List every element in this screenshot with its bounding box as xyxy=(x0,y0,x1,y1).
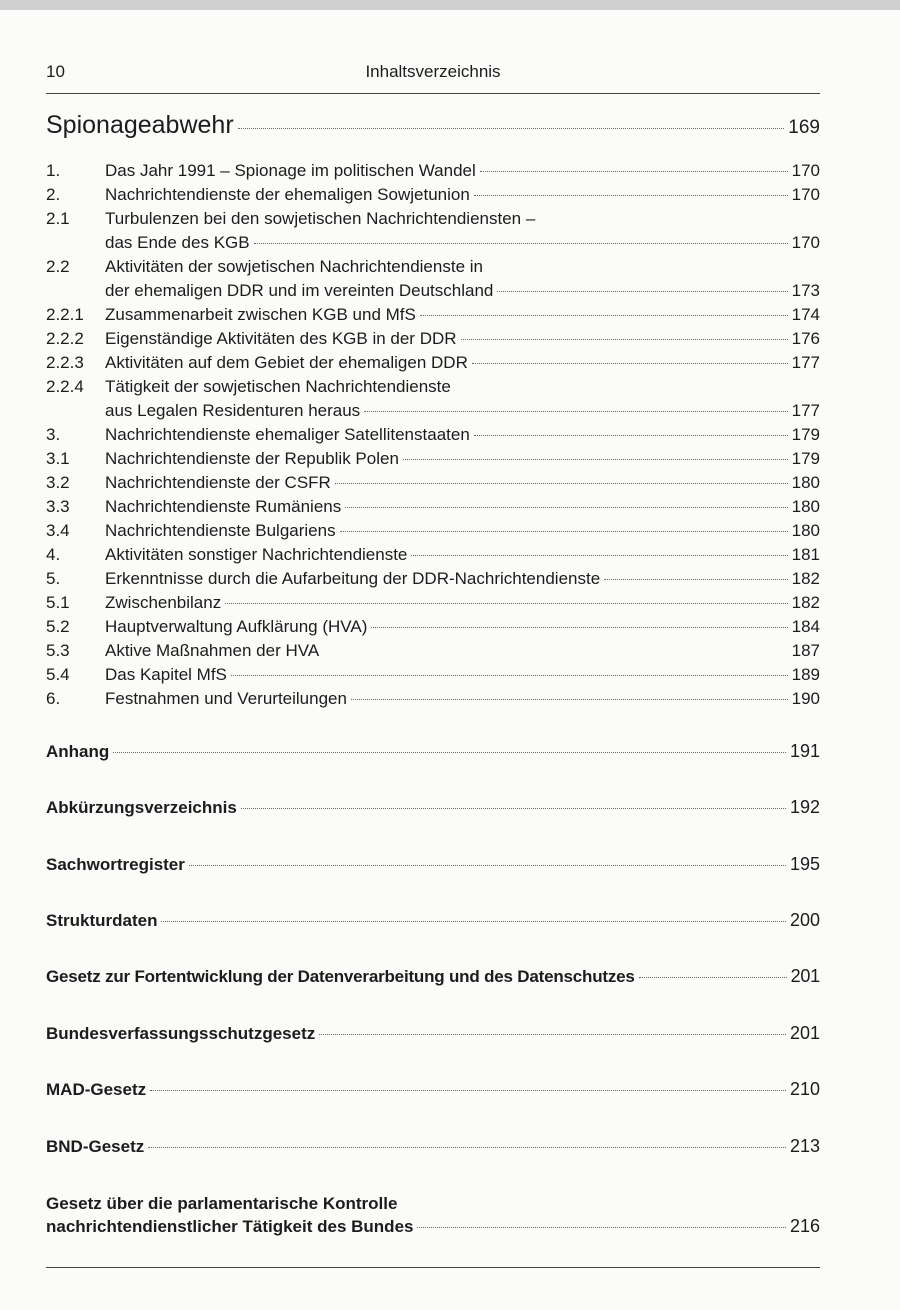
entry-title: Nachrichtendienste Bulgariens xyxy=(105,521,336,540)
footer-rule xyxy=(46,1267,820,1268)
toc-entry xyxy=(46,617,820,637)
toc-entry-continuation xyxy=(105,401,820,421)
appendix-title-cont: nachrichtendienstlicher Tätigkeit des Bundes xyxy=(46,1217,414,1236)
toc-appendix-entry xyxy=(46,1136,820,1157)
entry-title: Nachrichtendienste der Republik Polen xyxy=(105,449,399,468)
toc-entry xyxy=(46,545,820,565)
entry-page: 181 xyxy=(791,545,820,564)
appendix-title: Anhang xyxy=(46,742,110,761)
entry-title: Aktivitäten der sowjetischen Nachrichtendienste in xyxy=(105,257,483,276)
appendix-page: 192 xyxy=(789,797,820,817)
entry-title: Nachrichtendienste Rumäniens xyxy=(105,497,342,516)
entry-title: Nachrichtendienste der ehemaligen Sowjetunion xyxy=(105,185,470,204)
entry-page: 184 xyxy=(791,617,820,636)
dot-leader xyxy=(461,339,788,340)
dot-leader xyxy=(420,315,788,316)
dot-leader xyxy=(161,921,785,922)
appendix-title: Abkürzungsverzeichnis xyxy=(46,798,237,817)
entry-number: 1. xyxy=(46,161,61,180)
toc-appendix-entry xyxy=(46,1023,820,1044)
entry-page: 180 xyxy=(791,521,820,540)
header-title: Inhaltsverzeichnis xyxy=(365,62,501,81)
toc-entry xyxy=(46,569,820,589)
entry-title: Nachrichtendienste der CSFR xyxy=(105,473,331,492)
appendix-title: MAD-Gesetz xyxy=(46,1080,147,1099)
entry-page: 170 xyxy=(791,233,820,252)
toc-entry xyxy=(46,497,820,517)
toc-entry xyxy=(46,353,820,373)
appendix-page: 200 xyxy=(789,910,820,930)
dot-leader xyxy=(345,507,787,508)
entry-title: Das Kapitel MfS xyxy=(105,665,227,684)
dot-leader xyxy=(319,1034,786,1035)
section-heading xyxy=(46,110,820,143)
toc-entry xyxy=(46,161,820,181)
running-header xyxy=(46,62,820,84)
dot-leader xyxy=(472,363,788,364)
entry-title: Zwischenbilanz xyxy=(105,593,222,612)
appendix-title: Strukturdaten xyxy=(46,911,158,930)
header-page-number: 10 xyxy=(46,62,65,81)
dot-leader xyxy=(403,459,788,460)
entry-number: 2.2.3 xyxy=(46,353,84,372)
dot-leader xyxy=(254,243,788,244)
toc-entry xyxy=(46,473,820,493)
dot-leader xyxy=(604,579,787,580)
dot-leader xyxy=(411,555,787,556)
toc-appendix-entry xyxy=(46,1194,820,1214)
entry-number: 3. xyxy=(46,425,61,444)
entry-number: 5. xyxy=(46,569,61,588)
entry-page: 177 xyxy=(791,401,820,420)
entry-title: Nachrichtendienste ehemaliger Satellitenstaaten xyxy=(105,425,470,444)
section-page: 169 xyxy=(788,117,820,138)
entry-page: 179 xyxy=(791,425,820,444)
entry-title: Hauptverwaltung Aufklärung (HVA) xyxy=(105,617,368,636)
entry-number: 2.2.2 xyxy=(46,329,84,348)
entry-number: 3.2 xyxy=(46,473,70,492)
toc-entry xyxy=(46,425,820,445)
toc-entry xyxy=(46,593,820,613)
entry-title: Das Jahr 1991 – Spionage im politischen Wandel xyxy=(105,161,476,180)
entry-title: Turbulenzen bei den sowjetischen Nachrichtendiensten – xyxy=(105,209,536,228)
appendix-title: Gesetz zur Fortentwicklung der Datenverarbeitung und des Datenschutzes xyxy=(46,967,635,986)
toc-appendix-entry xyxy=(46,910,820,931)
entry-number: 2.2.4 xyxy=(46,377,84,396)
section-title: Spionageabwehr xyxy=(46,111,234,139)
entry-title: Aktive Maßnahmen der HVA xyxy=(105,641,320,660)
dot-leader xyxy=(371,627,787,628)
entry-number: 5.4 xyxy=(46,665,70,684)
toc-entry xyxy=(46,641,820,661)
entry-number: 6. xyxy=(46,689,61,708)
entry-page: 173 xyxy=(791,281,820,300)
entry-number: 5.2 xyxy=(46,617,70,636)
entry-page: 182 xyxy=(791,569,820,588)
toc-appendix-entry xyxy=(46,966,820,987)
toc-entry xyxy=(46,521,820,541)
entry-title: Festnahmen und Verurteilungen xyxy=(105,689,347,708)
entry-number: 3.1 xyxy=(46,449,70,468)
toc-appendix-entry xyxy=(46,741,820,762)
dot-leader xyxy=(323,651,787,652)
appendix-title: Sachwortregister xyxy=(46,855,185,874)
toc-entry xyxy=(46,449,820,469)
dot-leader xyxy=(474,195,788,196)
entry-page: 180 xyxy=(791,497,820,516)
toc-entry xyxy=(46,329,820,349)
header-rule xyxy=(46,93,820,94)
entry-page: 174 xyxy=(791,305,820,324)
entry-title: Eigenständige Aktivitäten des KGB in der DDR xyxy=(105,329,457,348)
appendix-page: 201 xyxy=(790,966,820,986)
toc-entry xyxy=(46,377,820,397)
entry-number: 2.2 xyxy=(46,257,70,276)
toc-entry-continuation xyxy=(105,281,820,301)
dot-leader xyxy=(150,1090,786,1091)
dot-leader xyxy=(189,865,786,866)
appendix-page: 191 xyxy=(789,741,820,761)
toc-entry xyxy=(46,257,820,277)
toc-entry xyxy=(46,689,820,709)
appendix-title: BND-Gesetz xyxy=(46,1137,145,1156)
entry-page: 179 xyxy=(791,449,820,468)
entry-page: 187 xyxy=(791,641,820,660)
dot-leader xyxy=(639,977,787,978)
entry-page: 170 xyxy=(791,185,820,204)
entry-number: 2.1 xyxy=(46,209,70,228)
entry-page: 190 xyxy=(791,689,820,708)
entry-title: Zusammenarbeit zwischen KGB und MfS xyxy=(105,305,416,324)
entry-number: 5.1 xyxy=(46,593,70,612)
entry-title: Aktivitäten sonstiger Nachrichtendienste xyxy=(105,545,408,564)
entry-title-cont: aus Legalen Residenturen heraus xyxy=(105,401,361,420)
entry-number: 5.3 xyxy=(46,641,70,660)
appendix-page: 195 xyxy=(789,854,820,874)
entry-page: 180 xyxy=(791,473,820,492)
dot-leader xyxy=(417,1227,785,1228)
entry-title-cont: das Ende des KGB xyxy=(105,233,250,252)
entry-page: 189 xyxy=(791,665,820,684)
toc-entry xyxy=(46,209,820,229)
entry-number: 3.4 xyxy=(46,521,70,540)
dot-leader xyxy=(335,483,788,484)
dot-leader xyxy=(480,171,788,172)
toc-appendix-entry xyxy=(46,797,820,818)
appendix-title: Gesetz über die parlamentarische Kontrolle xyxy=(46,1194,398,1213)
dot-leader xyxy=(113,752,786,753)
dot-leader xyxy=(225,603,787,604)
entry-number: 2.2.1 xyxy=(46,305,84,324)
entry-page: 176 xyxy=(791,329,820,348)
dot-leader xyxy=(364,411,787,412)
entry-title: Aktivitäten auf dem Gebiet der ehemaligen DDR xyxy=(105,353,468,372)
dot-leader xyxy=(340,531,788,532)
entry-number: 2. xyxy=(46,185,61,204)
entry-number: 4. xyxy=(46,545,61,564)
entry-title-cont: der ehemaligen DDR und im vereinten Deutschland xyxy=(105,281,494,300)
appendix-page: 213 xyxy=(789,1136,820,1156)
appendix-page: 201 xyxy=(789,1023,820,1043)
entry-title: Tätigkeit der sowjetischen Nachrichtendienste xyxy=(105,377,451,396)
entry-page: 170 xyxy=(791,161,820,180)
dot-leader xyxy=(148,1147,786,1148)
dot-leader xyxy=(241,808,786,809)
toc-appendix-entry xyxy=(46,854,820,875)
toc-appendix-entry-continuation xyxy=(46,1216,820,1237)
dot-leader xyxy=(238,128,785,129)
toc-appendix-entry xyxy=(46,1079,820,1100)
entry-page: 177 xyxy=(791,353,820,372)
toc-entry xyxy=(46,305,820,325)
appendix-page: 210 xyxy=(789,1079,820,1099)
entry-number: 3.3 xyxy=(46,497,70,516)
toc-entry xyxy=(46,665,820,685)
entry-page: 182 xyxy=(791,593,820,612)
appendix-title: Bundesverfassungsschutzgesetz xyxy=(46,1024,316,1043)
entry-title: Erkenntnisse durch die Aufarbeitung der DDR-Nachrichtendienste xyxy=(105,569,601,588)
dot-leader xyxy=(351,699,788,700)
dot-leader xyxy=(231,675,788,676)
dot-leader xyxy=(474,435,788,436)
scan-top-band xyxy=(0,0,900,10)
toc-entry-continuation xyxy=(105,233,820,253)
dot-leader xyxy=(497,291,787,292)
appendix-page: 216 xyxy=(789,1216,820,1236)
toc-entry xyxy=(46,185,820,205)
